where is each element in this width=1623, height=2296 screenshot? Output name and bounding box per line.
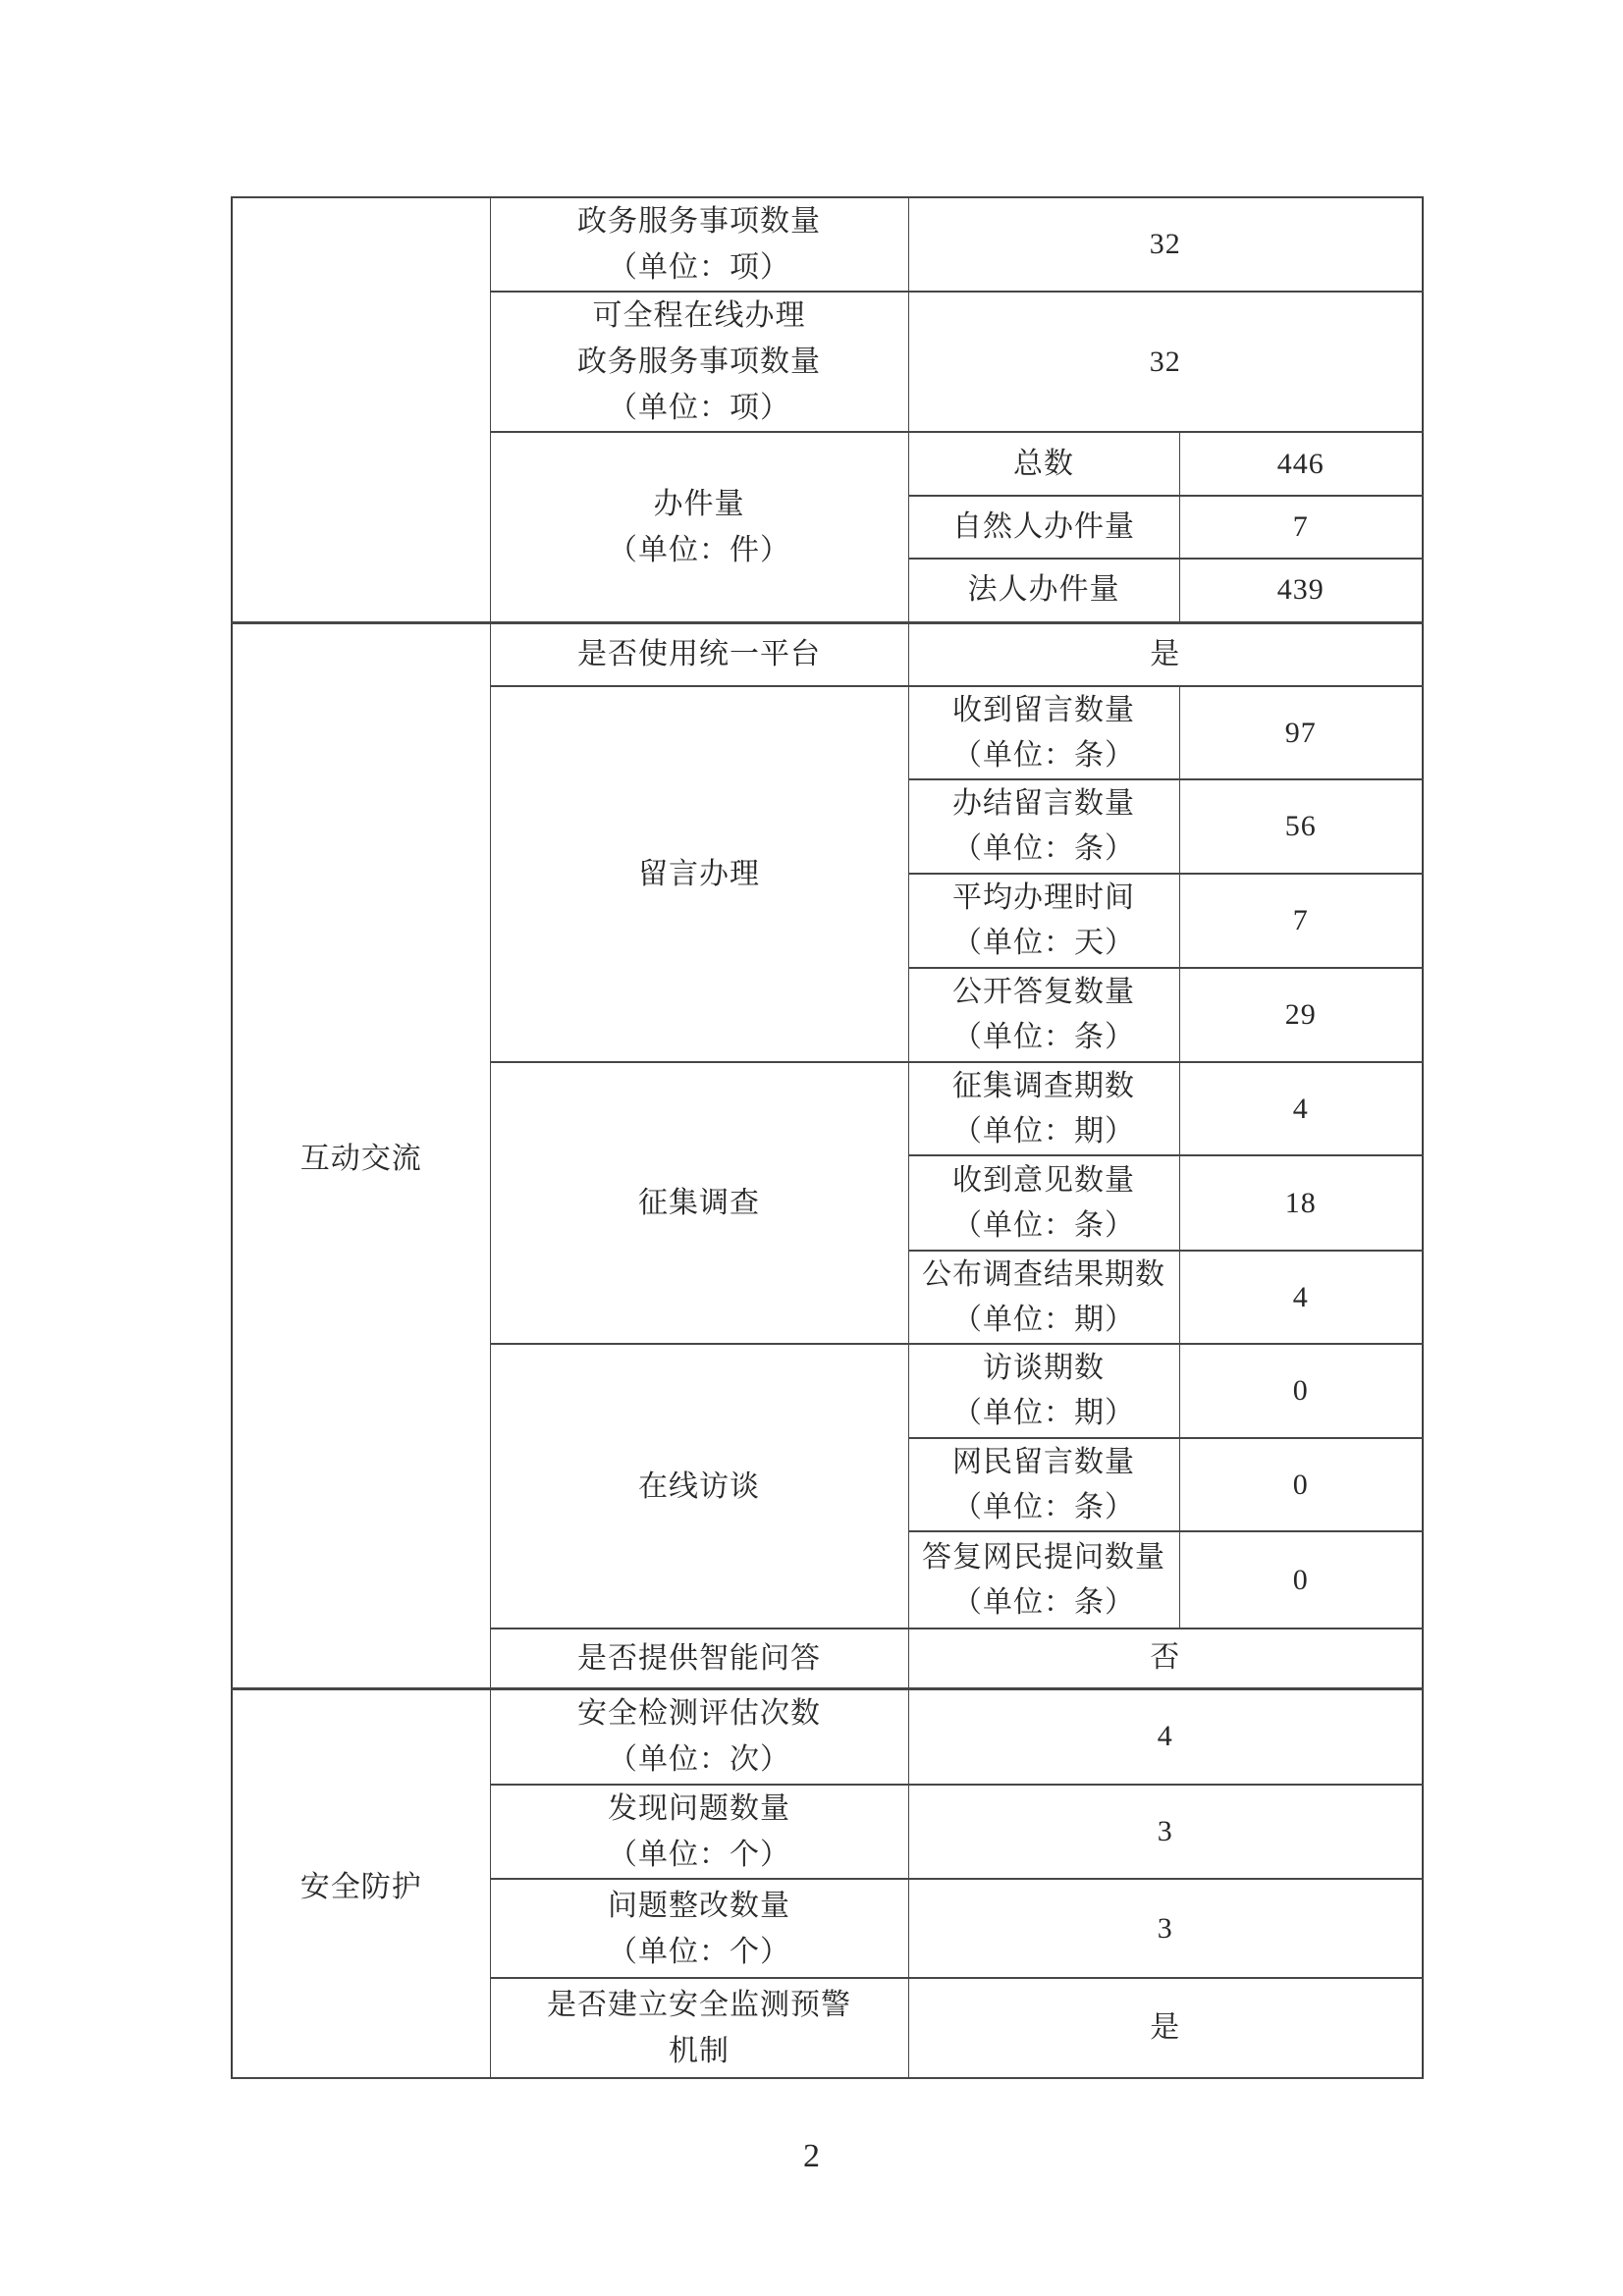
label-line: （单位：条） <box>952 1490 1135 1523</box>
sub-item-label-cell <box>908 968 1179 1062</box>
label-line: 政务服务事项数量 <box>577 205 821 238</box>
value-cell: 3 <box>908 1879 1423 1978</box>
sub-item-label-cell <box>908 874 1179 968</box>
label-line: 问题整改数量 <box>608 1889 790 1922</box>
label-line: （单位：件） <box>608 533 790 566</box>
value-cell: 7 <box>1179 874 1423 968</box>
item-label-cell <box>490 1879 908 1978</box>
label-line: 平均办理时间 <box>952 881 1135 914</box>
label-line: 办件量 <box>653 487 745 520</box>
label-line: 机制 <box>669 2035 730 2067</box>
label-line: 政务服务事项数量 <box>577 346 821 378</box>
sub-item-label-cell <box>908 432 1179 496</box>
label-line: （单位：个） <box>608 1935 790 1968</box>
item-label-cell <box>490 1978 908 2078</box>
value-cell: 4 <box>1179 1251 1423 1344</box>
label-line: 留言办理 <box>638 858 760 890</box>
label-line: 是否使用统一平台 <box>577 638 821 671</box>
value-cell: 18 <box>1179 1155 1423 1251</box>
label-line: 征集调查期数 <box>952 1069 1135 1102</box>
label-line: （单位：条） <box>952 832 1135 865</box>
value-cell: 4 <box>908 1688 1423 1785</box>
value-cell: 7 <box>1179 496 1423 559</box>
label-line: （单位：项） <box>608 392 790 424</box>
value-cell: 56 <box>1179 779 1423 874</box>
label-line: 征集调查 <box>638 1187 760 1219</box>
sub-item-label-cell <box>908 686 1179 779</box>
sub-item-label-cell <box>908 1251 1179 1344</box>
sub-item-label-cell <box>908 1344 1179 1438</box>
item-label-cell <box>490 1688 908 1785</box>
label-line: （单位：天） <box>952 927 1135 959</box>
item-label-cell <box>490 432 908 622</box>
label-line: 可全程在线办理 <box>592 299 806 332</box>
item-label-cell <box>490 686 908 1062</box>
label-line: 发现问题数量 <box>608 1792 790 1825</box>
value-cell: 446 <box>1179 432 1423 496</box>
section-category-cell: 互动交流 <box>232 622 490 1688</box>
table-row <box>232 1688 1423 1785</box>
table-row <box>232 622 1423 686</box>
value-cell: 4 <box>1179 1062 1423 1155</box>
label-line: 收到留言数量 <box>952 693 1135 726</box>
label-line: 自然人办件量 <box>952 510 1135 543</box>
sub-item-label-cell <box>908 779 1179 874</box>
label-line: （单位：期） <box>952 1303 1135 1336</box>
label-line: 公布调查结果期数 <box>922 1257 1165 1291</box>
value-cell: 0 <box>1179 1438 1423 1531</box>
label-line: 访谈期数 <box>983 1352 1105 1384</box>
value-cell: 29 <box>1179 968 1423 1062</box>
value-cell: 97 <box>1179 686 1423 779</box>
label-line: 是否建立安全监测预警 <box>547 1989 851 2021</box>
report-table <box>231 196 1424 2079</box>
label-line: （单位：期） <box>952 1114 1135 1148</box>
label-line: 是否提供智能问答 <box>577 1641 821 1675</box>
item-label-cell <box>490 1629 908 1688</box>
label-line: 总数 <box>1013 447 1074 480</box>
label-line: 安全检测评估次数 <box>577 1697 821 1731</box>
sub-item-label-cell <box>908 1438 1179 1531</box>
label-line: （单位：项） <box>608 251 790 284</box>
label-line: （单位：个） <box>608 1839 790 1871</box>
sub-item-label-cell <box>908 559 1179 622</box>
label-line: （单位：条） <box>952 1208 1135 1242</box>
value-cell: 否 <box>908 1629 1423 1688</box>
item-label-cell <box>490 1062 908 1344</box>
label-line: （单位：条） <box>952 738 1135 772</box>
value-cell: 32 <box>908 292 1423 432</box>
label-line: （单位：期） <box>952 1397 1135 1429</box>
item-label-cell <box>490 1344 908 1629</box>
value-cell: 是 <box>908 622 1423 686</box>
item-label-cell <box>490 292 908 432</box>
value-cell: 32 <box>908 197 1423 292</box>
value-cell: 0 <box>1179 1344 1423 1438</box>
label-line: 在线访谈 <box>638 1469 760 1503</box>
sub-item-label-cell <box>908 1155 1179 1251</box>
value-cell: 0 <box>1179 1531 1423 1629</box>
value-cell: 439 <box>1179 559 1423 622</box>
label-line: （单位：次） <box>608 1743 790 1777</box>
section-category-cell <box>232 197 490 622</box>
page-number: 2 <box>803 2138 820 2174</box>
label-line: （单位：条） <box>952 1585 1135 1619</box>
sub-item-label-cell <box>908 1062 1179 1155</box>
item-label-cell <box>490 197 908 292</box>
label-line: 办结留言数量 <box>952 787 1135 820</box>
sub-item-label-cell <box>908 1531 1179 1629</box>
section-category-cell: 安全防护 <box>232 1688 490 2078</box>
label-line: （单位：条） <box>952 1021 1135 1053</box>
table-row <box>232 197 1423 292</box>
label-line: 答复网民提问数量 <box>922 1540 1165 1574</box>
label-line: 法人办件量 <box>967 573 1120 607</box>
value-cell: 3 <box>908 1785 1423 1879</box>
item-label-cell <box>490 622 908 686</box>
sub-item-label-cell <box>908 496 1179 559</box>
label-line: 网民留言数量 <box>952 1445 1135 1478</box>
label-line: 收到意见数量 <box>952 1163 1135 1197</box>
item-label-cell <box>490 1785 908 1879</box>
label-line: 公开答复数量 <box>952 976 1135 1008</box>
value-cell: 是 <box>908 1978 1423 2078</box>
